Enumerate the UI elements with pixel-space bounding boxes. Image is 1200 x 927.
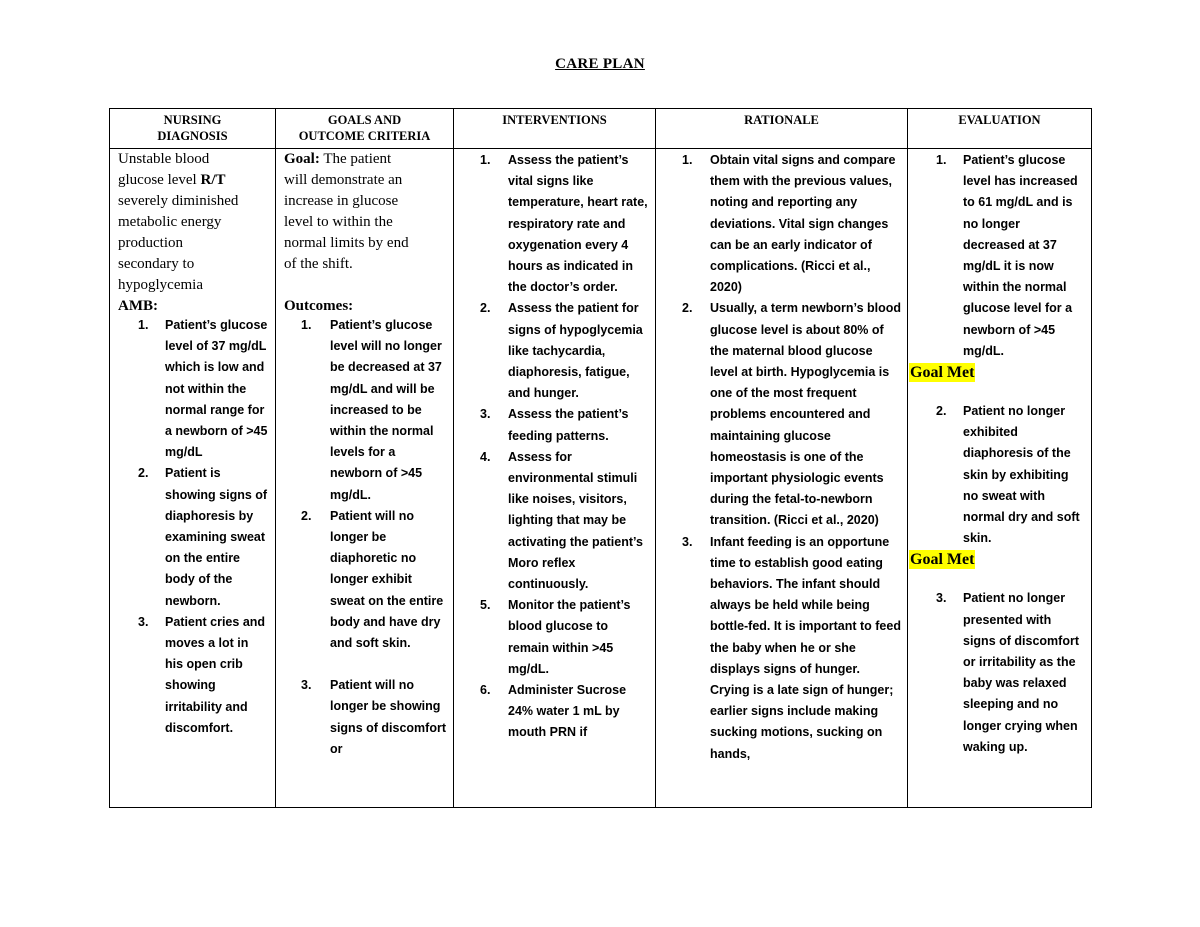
outcomes-list	[276, 315, 453, 760]
list-text: Administer Sucrose 24% water 1 mL by mouth PRN if	[508, 683, 627, 740]
diagnosis-line: metabolic energy	[118, 214, 222, 230]
evaluation-cell	[908, 149, 1092, 808]
list-item	[454, 595, 649, 680]
interventions-cell	[454, 149, 656, 808]
header-diagnosis-line1: NURSING	[163, 113, 222, 127]
list-item	[276, 675, 447, 760]
list-text: Assess the patient’s feeding patterns.	[508, 407, 629, 443]
diagnosis-cell	[110, 149, 276, 808]
list-text: Assess for environmental stimuli like noises, visitors, lighting that may be activating the patient’s Moro reflex continuously.	[508, 449, 643, 592]
list-text: Monitor the patient’s blood glucose to remain within >45 mg/dL.	[508, 598, 631, 676]
header-row	[110, 109, 1092, 149]
goal-line: level to within the	[284, 214, 393, 230]
goals-cell	[276, 149, 454, 808]
list-text: Patient will no longer be diaphoretic no longer exhibit sweat on the entire body and have dry and soft skin.	[330, 508, 444, 651]
list-number: 1.	[682, 153, 693, 167]
amb-label: AMB:	[118, 298, 158, 314]
list-number: 3.	[301, 678, 312, 693]
header-interventions: INTERVENTIONS	[454, 109, 656, 149]
diagnosis-line: severely diminished	[118, 193, 239, 209]
goal-met-badge: Goal Met	[910, 551, 975, 569]
list-text: Patient’s glucose level has increased to 61 mg/dL and is no longer decreased at 37 mg/dL it is now within the normal glucose level for a newborn of >45 mg/dL.	[963, 153, 1078, 358]
list-number: 5.	[480, 598, 491, 613]
list-text: Patient’s glucose level will no longer be decreased at 37 mg/dL and will be increased to be within the normal levels for a newborn of >45 mg/dL.	[330, 318, 442, 502]
list-text: Assess the patient for signs of hypoglycemia like tachycardia, diaphoresis, fatigue, and hunger.	[508, 301, 643, 401]
list-item	[454, 680, 649, 744]
list-number: 3.	[936, 591, 947, 606]
list-number: 3.	[138, 614, 149, 629]
list-number: 2.	[138, 466, 149, 481]
list-number: 2.	[480, 301, 491, 316]
list-text: Usually, a term newborn’s blood glucose level is about 80% of the maternal blood glucose level at birth. Hypoglycemia is one of the most frequent problems encountered and maintaining glucose homeostasis is one of the important physiologic events during the fetal-to-newborn transition. (Ricci et al., 2020)	[710, 301, 902, 528]
list-number: 1.	[301, 318, 312, 332]
list-number: 1.	[936, 153, 947, 167]
list-text: Patient’s glucose level of 37 mg/dL which is low and not within the normal range for a newborn of >45 mg/dL	[165, 318, 268, 460]
goal-label: Goal:	[284, 151, 320, 167]
header-goals-line1: GOALS AND	[327, 113, 402, 127]
list-number: 4.	[480, 449, 491, 464]
list-number: 2.	[936, 404, 947, 419]
list-text: Patient no longer exhibited diaphoresis of the skin by exhibiting no sweat with normal dry and soft skin.	[963, 404, 1080, 546]
list-number: 3.	[480, 407, 491, 422]
header-nursing-diagnosis	[110, 109, 276, 149]
goal-met-badge: Goal Met	[910, 364, 975, 382]
list-item	[276, 315, 447, 506]
evaluation-list	[908, 588, 1091, 758]
list-text: Patient is showing signs of diaphoresis by examining sweat on the entire body of the newborn.	[165, 466, 268, 608]
interventions-list	[454, 150, 655, 744]
list-number: 1.	[138, 318, 149, 332]
list-text: Patient will no longer be showing signs of discomfort or	[330, 678, 446, 756]
list-item	[656, 150, 901, 298]
list-item	[454, 404, 649, 446]
list-item	[110, 612, 269, 739]
goal-text: The patient	[319, 151, 392, 167]
list-text: Infant feeding is an opportune time to establish good eating behaviors. The infant should always be held while being bottle-fed. It is important to feed the baby when he or she displays signs of hunger. Crying is a late sign of hunger; earlier signs include making sucking motions, sucking on hands,	[710, 534, 901, 761]
diagnosis-line: Unstable blood	[118, 151, 210, 167]
rationale-cell	[656, 149, 908, 808]
list-number: 2.	[301, 508, 312, 523]
diagnosis-line	[118, 170, 269, 191]
list-number: 6.	[480, 683, 491, 698]
diagnosis-line2-text: glucose level	[118, 172, 201, 188]
goal-line: normal limits by end	[284, 235, 409, 251]
goal-line: will demonstrate an	[284, 172, 403, 188]
list-item	[110, 315, 269, 463]
outcomes-label: Outcomes:	[284, 298, 354, 314]
header-evaluation: EVALUATION	[908, 109, 1092, 149]
list-number: 3.	[682, 534, 693, 549]
list-text: Obtain vital signs and compare them with the previous values, noting and reporting any deviations. Vital sign changes can be an early indicator of complications. (Ricci et al., 2020)	[710, 153, 896, 295]
list-item	[454, 298, 649, 404]
diagnosis-list	[110, 315, 275, 739]
related-to-label: R/T	[200, 172, 226, 188]
list-item	[110, 463, 269, 611]
goal-line: increase in glucose	[284, 193, 399, 209]
list-item	[656, 298, 901, 531]
header-diagnosis-line2: DIAGNOSIS	[157, 129, 228, 143]
spacer	[284, 275, 447, 296]
diagnosis-line: hypoglycemia	[118, 277, 203, 293]
header-rationale: RATIONALE	[656, 109, 908, 149]
rationale-list	[656, 150, 907, 765]
list-number: 1.	[480, 153, 491, 167]
list-text: Assess the patient’s vital signs like temperature, heart rate, respiratory rate and oxygenation every 4 hours as indicated in the doctor’s order.	[508, 153, 648, 295]
header-goals-line2: OUTCOME CRITERIA	[298, 129, 431, 143]
list-item	[454, 447, 649, 595]
goal-line: of the shift.	[284, 256, 353, 272]
evaluation-list	[908, 401, 1091, 549]
header-goals	[276, 109, 454, 149]
care-plan-table	[109, 108, 1092, 808]
list-item	[454, 150, 649, 298]
goal-line	[284, 149, 447, 170]
list-item	[276, 506, 447, 654]
list-text: Patient cries and moves a lot in his open crib showing irritability and discomfort.	[165, 614, 266, 735]
diagnosis-line: secondary to	[118, 256, 195, 272]
list-item	[908, 150, 1085, 362]
list-number: 2.	[682, 301, 693, 316]
evaluation-list	[908, 150, 1091, 362]
diagnosis-line: production	[118, 235, 183, 251]
list-item	[908, 401, 1085, 549]
list-text: Patient no longer presented with signs of discomfort or irritability as the baby was relaxed sleeping and no longer crying when waking up.	[963, 591, 1079, 754]
page-title: CARE PLAN	[555, 56, 645, 72]
content-row	[110, 149, 1092, 808]
list-item	[908, 588, 1085, 758]
list-item	[656, 532, 901, 765]
